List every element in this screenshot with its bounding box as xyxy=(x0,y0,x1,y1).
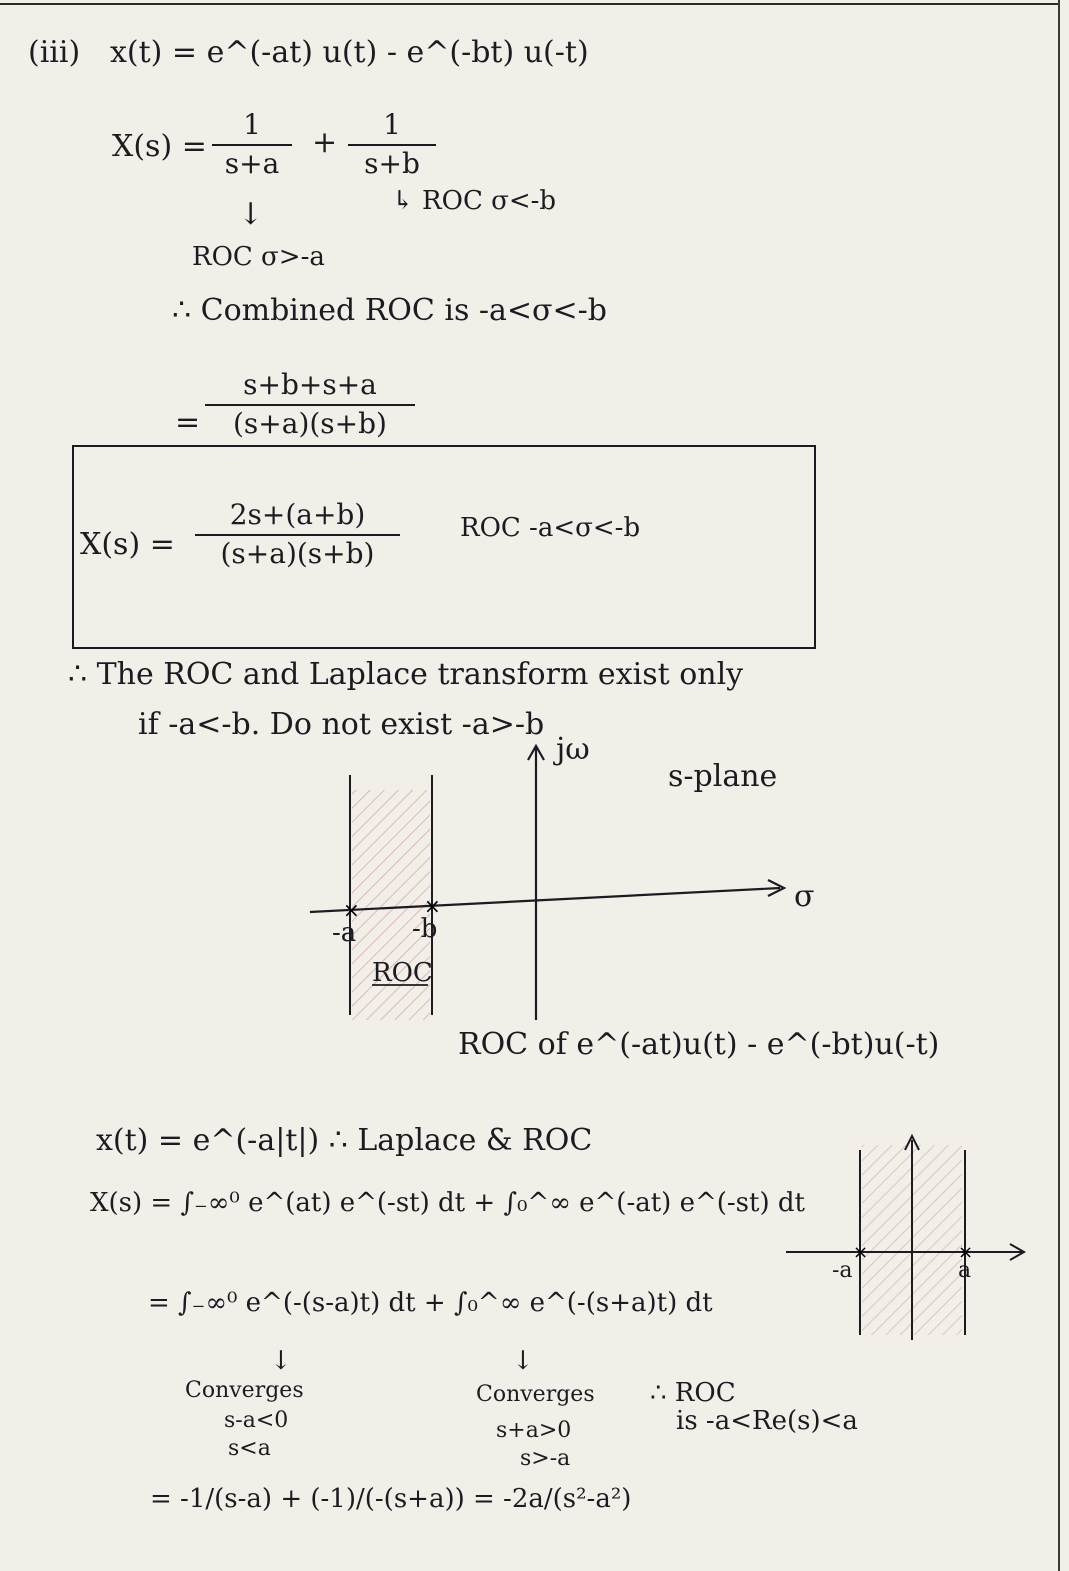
roc-term1: ROC σ>-a xyxy=(192,242,325,272)
term1-denominator: s+a xyxy=(224,146,280,180)
pole-cross-neg-b: × xyxy=(424,894,441,918)
boxed-denominator: (s+a)(s+b) xyxy=(220,536,375,570)
roc-final-1: ∴ ROC xyxy=(650,1378,736,1408)
down-arrow-icon: ↓ xyxy=(238,197,264,232)
splane-label: s-plane xyxy=(668,759,778,794)
signal-definition: x(t) = e^(-at) u(t) - e^(-bt) u(-t) xyxy=(110,35,589,70)
pole-cross-a-2: × xyxy=(958,1242,974,1263)
sum-denominator: (s+a)(s+b) xyxy=(233,406,387,440)
note-line-2: if -a<-b. Do not exist -a>-b xyxy=(138,707,545,742)
converges-right-1: Converges xyxy=(476,1382,595,1407)
axis-jw-label: jω xyxy=(556,732,590,767)
small-tick-a: a xyxy=(958,1258,972,1283)
pole-cross-neg-a-2: × xyxy=(853,1242,869,1263)
tick-label-neg-b: -b xyxy=(412,914,438,944)
xs-lhs: X(s) = xyxy=(112,129,207,164)
converges-left-3: s<a xyxy=(228,1436,271,1461)
sum-numerator: s+b+s+a xyxy=(243,368,377,401)
axis-sigma-label: σ xyxy=(794,879,815,914)
part2-integral-1: X(s) = ∫₋∞⁰ e^(at) e^(-st) dt + ∫₀^∞ e^(-at) e^(-st) dt xyxy=(90,1188,805,1218)
part2-signal: x(t) = e^(-a|t|) ∴ Laplace & ROC xyxy=(96,1123,593,1158)
problem-label: (iii) xyxy=(28,35,81,70)
roc-caption: ROC of e^(-at)u(t) - e^(-bt)u(-t) xyxy=(458,1027,940,1062)
roc-region-label: ROC xyxy=(372,958,433,988)
final-result: = -1/(s-a) + (-1)/(-(s+a)) = -2a/(s²-a²) xyxy=(150,1484,632,1514)
roc-term2: ↳ ROC σ<-b xyxy=(392,186,557,216)
pole-cross-neg-a: × xyxy=(343,898,360,922)
term2-numerator: 1 xyxy=(383,108,401,141)
equals-sign: = xyxy=(175,405,201,440)
boxed-numerator: 2s+(a+b) xyxy=(229,498,366,531)
down-arrow-icon: ↓ xyxy=(512,1346,534,1376)
small-tick-neg-a: -a xyxy=(832,1258,853,1283)
boxed-roc: ROC -a<σ<-b xyxy=(460,513,641,543)
converges-right-2: s+a>0 xyxy=(496,1418,572,1443)
note-line-1: ∴ The ROC and Laplace transform exist only xyxy=(68,657,744,692)
term1-numerator: 1 xyxy=(243,108,261,141)
part2-integral-2: = ∫₋∞⁰ e^(-(s-a)t) dt + ∫₀^∞ e^(-(s+a)t) dt xyxy=(148,1288,713,1318)
converges-right-3: s>-a xyxy=(520,1446,571,1471)
converges-left-2: s-a<0 xyxy=(224,1408,289,1433)
combined-roc: ∴ Combined ROC is -a<σ<-b xyxy=(172,293,608,328)
converges-left-1: Converges xyxy=(185,1378,304,1403)
tick-label-neg-a: -a xyxy=(332,918,357,948)
roc-final-2: is -a<Re(s)<a xyxy=(676,1406,858,1436)
term2-denominator: s+b xyxy=(364,146,420,180)
down-arrow-icon: ↓ xyxy=(270,1346,292,1376)
plus-sign: + xyxy=(312,125,338,160)
boxed-lhs: X(s) = xyxy=(80,527,175,562)
